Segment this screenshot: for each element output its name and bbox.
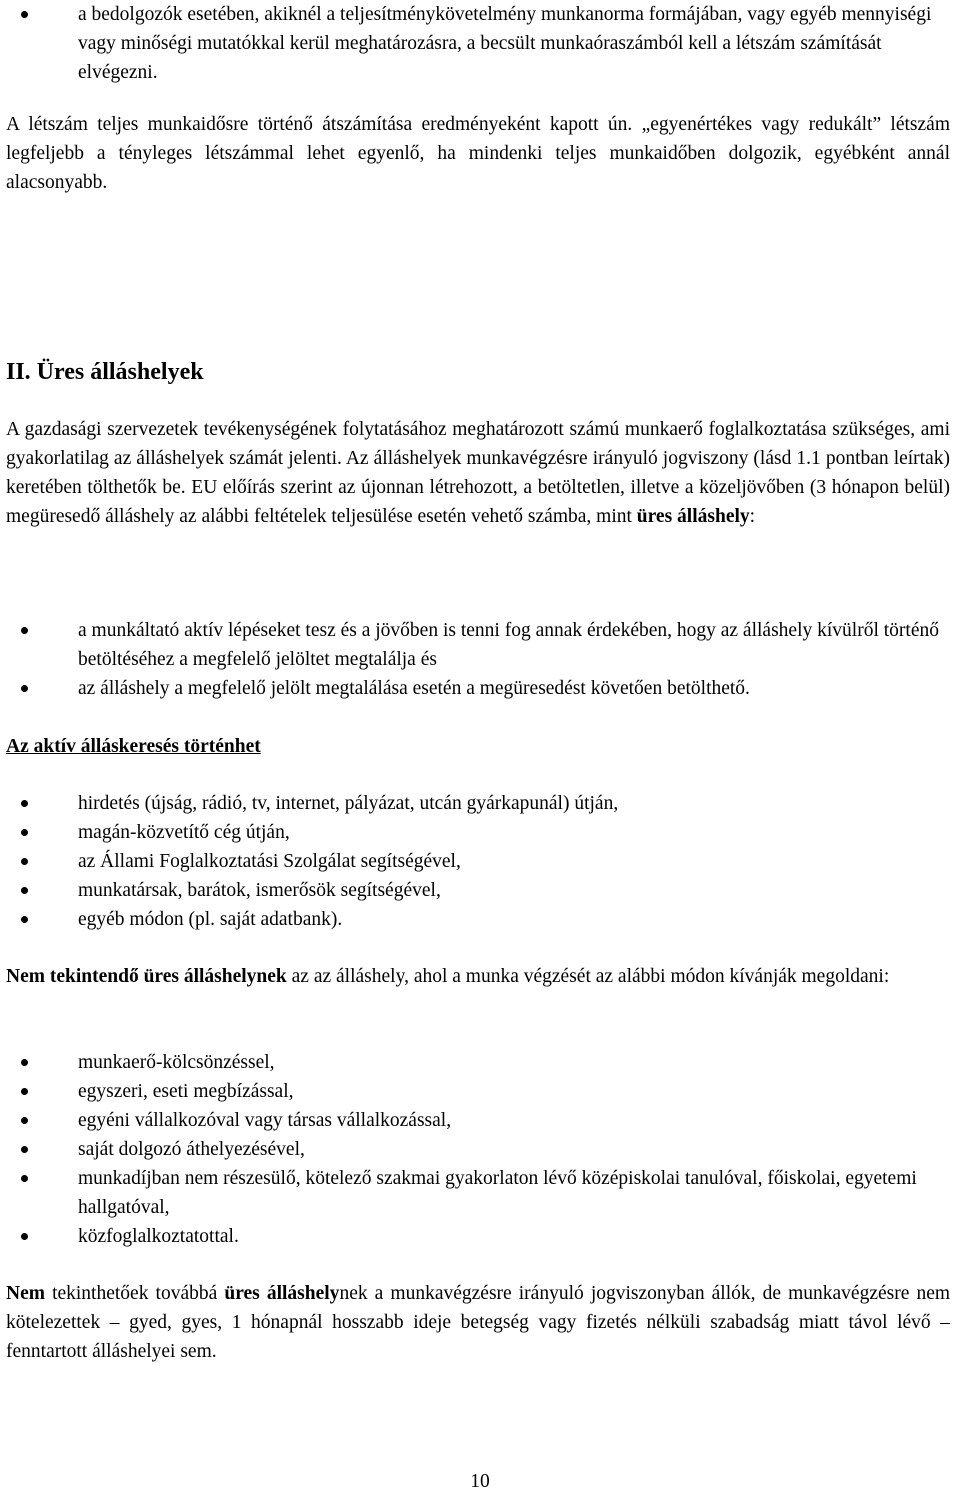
list-item: saját dolgozó áthelyezésével, bbox=[6, 1135, 950, 1164]
bullet-icon bbox=[21, 858, 28, 865]
top-bullet-list bbox=[6, 0, 950, 87]
bullet-icon bbox=[21, 916, 28, 923]
bold-term: üres álláshely bbox=[636, 506, 750, 527]
bullet-icon bbox=[21, 11, 28, 18]
search-heading: Az aktív álláskeresés történhet bbox=[6, 736, 261, 757]
list-item: magán-közvetítő cég útján, bbox=[6, 818, 950, 847]
bold-term: Nem bbox=[6, 1283, 45, 1304]
bullet-icon bbox=[21, 627, 28, 634]
bullet-icon bbox=[21, 1233, 28, 1240]
bullet-icon bbox=[21, 1088, 28, 1095]
bullet-icon bbox=[21, 1146, 28, 1153]
list-item: az álláshely a megfelelő jelölt megtalálása esetén a megüresedést követően betölthető. bbox=[6, 674, 950, 703]
bullet-icon bbox=[21, 685, 28, 692]
list-item: közfoglalkoztatottal. bbox=[6, 1222, 950, 1251]
list-item: az Állami Foglalkoztatási Szolgálat segítségével, bbox=[6, 847, 950, 876]
list-item: egyszeri, eseti megbízással, bbox=[6, 1077, 950, 1106]
conditions-list bbox=[6, 616, 950, 703]
paragraph-equivalent-headcount: A létszám teljes munkaidősre történő átszámítása eredményeként kapott ún. „egyenértékes vagy redukált” létszám legfeljebb a tényleges létszámmal lehet egyenlő, ha mindenki teljes munkaidőben dolgozik, egyébként annál alacsonyabb. bbox=[6, 114, 950, 193]
bullet-icon bbox=[21, 829, 28, 836]
section-heading: II. Üres álláshelyek bbox=[6, 359, 204, 385]
bullet-icon bbox=[21, 887, 28, 894]
bullet-icon bbox=[21, 1117, 28, 1124]
not-vacant-list bbox=[6, 1048, 950, 1251]
page-number: 10 bbox=[470, 1471, 490, 1492]
bold-term: Nem tekintendő üres álláshelynek bbox=[6, 966, 287, 987]
bullet-icon bbox=[21, 800, 28, 807]
list-item: munkaerő-kölcsönzéssel, bbox=[6, 1048, 950, 1077]
list-item: egyéni vállalkozóval vagy társas vállalkozással, bbox=[6, 1106, 950, 1135]
bullet-icon bbox=[21, 1175, 28, 1182]
paragraph-final: Nem tekinthetőek továbbá üres álláshelynek a munkavégzésre irányuló jogviszonyban állók, de munkavégzésre nem kötelezettek – gyed, gyes, 1 hónapnál hosszabb ideje betegség vagy fizetés nélküli szabadság miatt távol lévő – fenntartott álláshelyei sem. bbox=[6, 1283, 951, 1362]
list-item: egyéb módon (pl. saját adatbank). bbox=[6, 905, 950, 934]
list-item: hirdetés (újság, rádió, tv, internet, pályázat, utcán gyárkapunál) útján, bbox=[6, 789, 950, 818]
paragraph-intro: A gazdasági szervezetek tevékenységének folytatásához meghatározott számú munkaerő foglalkoztatása szükséges, ami gyakorlatilag az álláshelyek számát jelenti. Az álláshelyek munkavégzésre irányuló jogviszony (lásd 1.1 pontban leírtak) keretében tölthetők be. EU előírás szerint az újonnan létrehozott, a betöltetlen, illetve a közeljövőben (3 hónapon belül) megüresedő álláshely az alábbi feltételek teljesülése esetén vehető számba, mint üres álláshely: bbox=[6, 419, 950, 527]
search-methods-list bbox=[6, 789, 950, 934]
bullet-icon bbox=[21, 1059, 28, 1066]
bold-term: üres álláshely bbox=[224, 1283, 340, 1304]
list-item: munkatársak, barátok, ismerősök segítségével, bbox=[6, 876, 950, 905]
list-item: a bedolgozók esetében, akiknél a teljesítménykövetelmény munkanorma formájában, vagy egyéb mennyiségi vagy minőségi mutatókkal kerül meghatározásra, a becsült munkaóraszámból kell a létszám számítását elvégezni. bbox=[6, 0, 950, 87]
paragraph-not-vacant: Nem tekintendő üres álláshelynek az az álláshely, ahol a munka végzését az alábbi módon kívánják megoldani: bbox=[6, 966, 890, 987]
list-item: a munkáltató aktív lépéseket tesz és a jövőben is tenni fog annak érdekében, hogy az álláshely kívülről történő betöltéséhez a megfelelő jelöltet megtalálja és bbox=[6, 616, 950, 674]
list-item: munkadíjban nem részesülő, kötelező szakmai gyakorlaton lévő középiskolai tanulóval, főiskolai, egyetemi hallgatóval, bbox=[6, 1164, 950, 1222]
